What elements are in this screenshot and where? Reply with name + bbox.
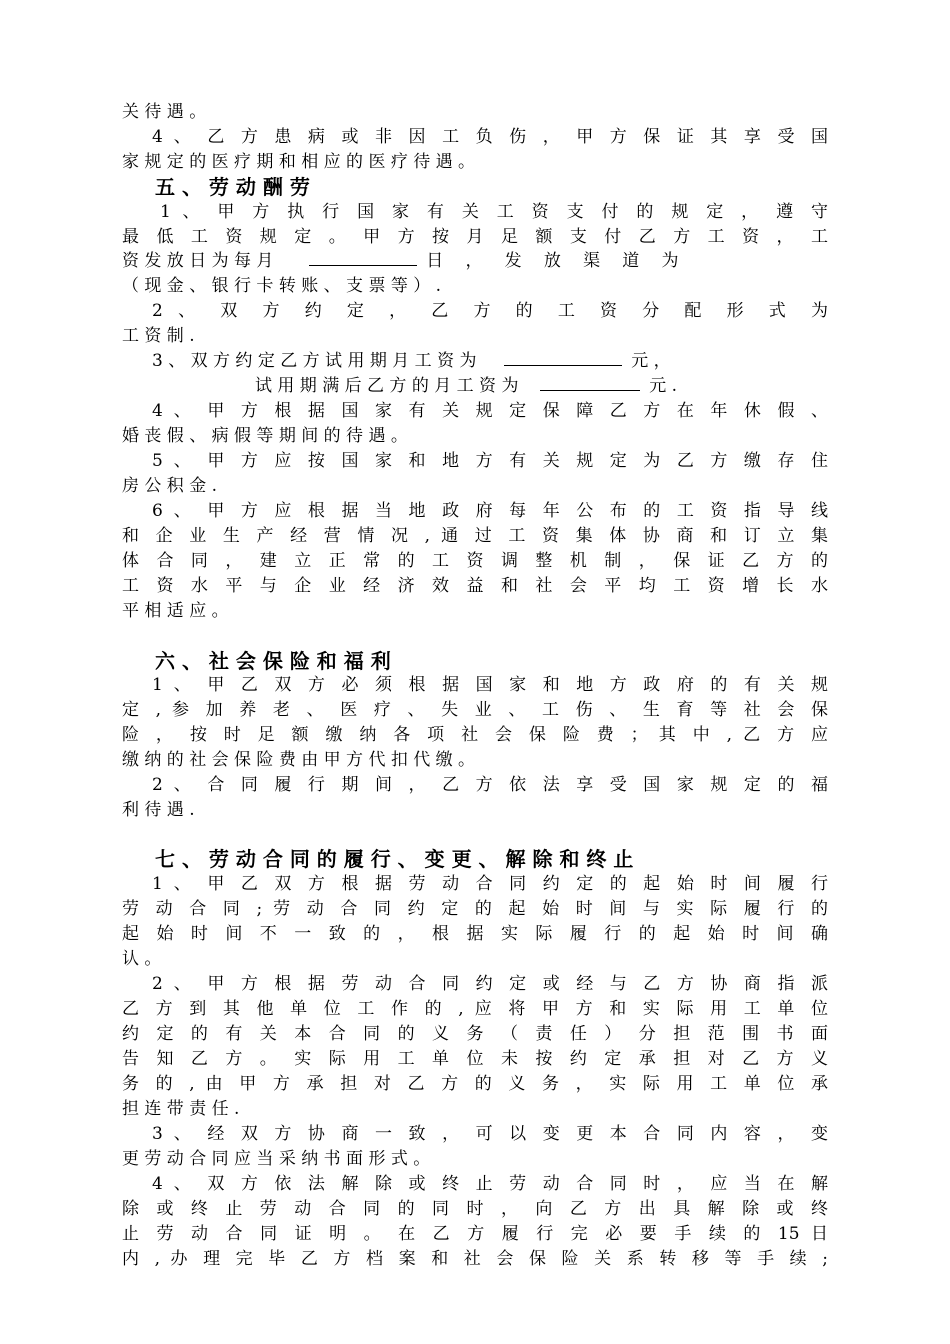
text-line: 体 合 同 ， 建 立 正 常 的 工 资 调 整 机 制 ， 保 证 乙 方 的 [122,551,828,571]
text-line: 1 、 甲 方 执 行 国 家 有 关 工 资 支 付 的 规 定 ， 遵 守 [160,202,828,222]
text-line: 内 , 办 理 完 毕 乙 方 档 案 和 社 会 保 险 关 系 转 移 等 手 续 ; [122,1249,828,1269]
text-segment: 元 ， [631,351,671,371]
text-line: 起 始 时 间 不 一 致 的 ， 根 据 实 际 履 行 的 起 始 时 间 确 [122,924,828,944]
text-line: 险 ， 按 时 足 额 缴 纳 各 项 社 会 保 险 费 ； 其 中 , 乙 方 应 [122,725,828,745]
text-line: 2 、 双 方 约 定 ， 乙 方 的 工 资 分 配 形 式 为 [152,301,828,321]
text-line: 务 的 , 由 甲 方 承 担 对 乙 方 的 义 务 ， 实 际 用 工 单 位 承 [122,1074,828,1094]
text-line: 利 待 遇 . [122,800,195,820]
text-line: 4 、 甲 方 根 据 国 家 有 关 规 定 保 障 乙 方 在 年 休 假 、 [152,401,828,421]
text-line: 担 连 带 责 任 . [122,1099,240,1119]
text-line: 工 资 水 平 与 企 业 经 济 效 益 和 社 会 平 均 工 资 增 长 水 [122,576,828,596]
text-line: 婚 丧 假 、 病 假 等 期 间 的 待 遇 。 [122,426,408,446]
text-line: 2 、 甲 方 根 据 劳 动 合 同 约 定 或 经 与 乙 方 协 商 指 派 [152,974,828,994]
text-line: 和 企 业 生 产 经 营 情 况 , 通 过 工 资 集 体 协 商 和 订 立 集 [122,526,828,546]
text-line: 约 定 的 有 关 本 合 同 的 义 务 （ 责 任 ） 分 担 范 围 书 面 [122,1024,828,1044]
text-line: 关 待 遇 。 [122,102,207,122]
text-line: 除 或 终 止 劳 动 合 同 的 同 时 ， 向 乙 方 出 具 解 除 或 终 [122,1199,828,1219]
text-line: 6 、 甲 方 应 根 据 当 地 政 府 每 年 公 布 的 工 资 指 导 线 [152,501,828,521]
text-line-with-blank [122,250,828,272]
fill-in-blank-probation-wage[interactable] [504,351,622,366]
text-line: 最 低 工 资 规 定 。 甲 方 按 月 足 额 支 付 乙 方 工 资 ， 工 [122,227,828,247]
text-segment: 元 . [649,376,678,396]
text-line-with-blank [255,375,828,397]
section-heading-6: 六 、 社 会 保 险 和 福 利 [155,649,391,673]
text-line: 更 劳 动 合 同 应 当 采 纳 书 面 形 式 。 [122,1149,431,1169]
text-line: 工 资 制 . [122,326,195,346]
text-line: 4 、 双 方 依 法 解 除 或 终 止 劳 动 合 同 时 ， 应 当 在 解 [152,1174,828,1194]
fill-in-blank-pay-day[interactable] [309,251,417,266]
text-line: 1 、 甲 乙 双 方 根 据 劳 动 合 同 约 定 的 起 始 时 间 履 行 [152,874,828,894]
text-line: 乙 方 到 其 他 单 位 工 作 的 , 应 将 甲 方 和 实 际 用 工 单 位 [122,999,828,1019]
text-line: 认 。 [122,949,162,969]
section-heading-7: 七 、 劳 动 合 同 的 履 行 、 变 更 、 解 除 和 终 止 [155,847,634,871]
text-line: 3 、 经 双 方 协 商 一 致 ， 可 以 变 更 本 合 同 内 容 ， 变 [152,1124,828,1144]
text-line: 2 、 合 同 履 行 期 间 ， 乙 方 依 法 享 受 国 家 规 定 的 福 [152,775,828,795]
text-segment: 试 用 期 满 后 乙 方 的 月 工 资 为 [255,376,519,396]
section-heading-5: 五 、 劳 动 酬 劳 [155,175,310,199]
text-line: 1 、 甲 乙 双 方 必 须 根 据 国 家 和 地 方 政 府 的 有 关 规 [152,675,828,695]
text-line: 4 、 乙 方 患 病 或 非 因 工 负 伤 ， 甲 方 保 证 其 享 受 国 [152,127,828,147]
text-segment: 资 发 放 日 为 每 月 [122,251,274,271]
text-line: 定 , 参 加 养 老 、 医 疗 、 失 业 、 工 伤 、 生 育 等 社 会 保 [122,700,828,720]
fill-in-blank-monthly-wage[interactable] [540,376,640,391]
text-line: 止 劳 动 合 同 证 明 。 在 乙 方 履 行 完 必 要 手 续 的 15 日 [122,1224,828,1244]
text-line: 告 知 乙 方 。 实 际 用 工 单 位 未 按 约 定 承 担 对 乙 方 义 [122,1049,828,1069]
text-line: 家 规 定 的 医 疗 期 和 相 应 的 医 疗 待 遇 。 [122,152,476,172]
text-line: 劳 动 合 同 ; 劳 动 合 同 约 定 的 起 始 时 间 与 实 际 履 行 的 [122,899,828,919]
text-line: 缴 纳 的 社 会 保 险 费 由 甲 方 代 扣 代 缴 。 [122,750,476,770]
text-line: 房 公 积 金 . [122,476,218,496]
text-line: 5 、 甲 方 应 按 国 家 和 地 方 有 关 规 定 为 乙 方 缴 存 住 [152,451,828,471]
text-line-with-blank [152,350,828,372]
text-segment: 日 ， 发 放 渠 道 为 [426,251,687,271]
text-segment: 3 、 双 方 约 定 乙 方 试 用 期 月 工 资 为 [152,351,477,371]
text-line: 平 相 适 应 。 [122,601,229,621]
text-line: （ 现 金 、 银 行 卡 转 账 、 支 票 等 ） . [122,276,442,296]
